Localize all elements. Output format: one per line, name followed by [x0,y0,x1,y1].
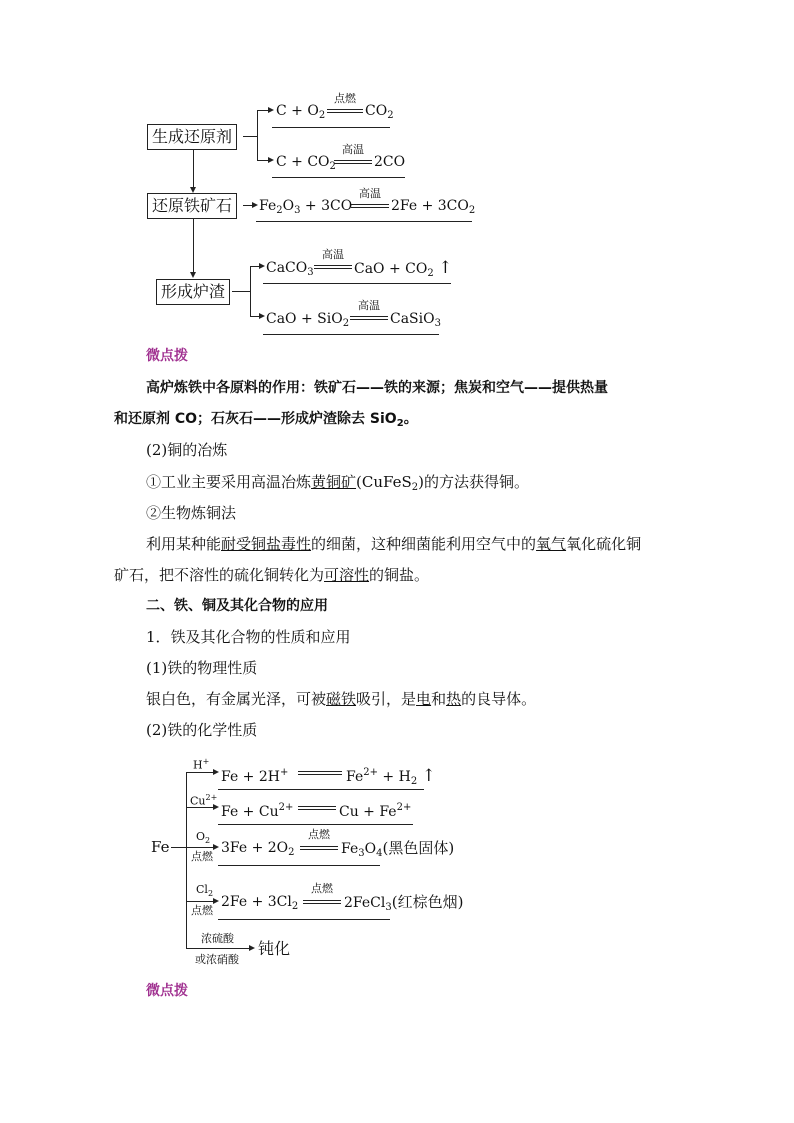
arrow-right-icon [213,769,219,775]
tip-title: 微点拨 [146,983,188,999]
arrow-right-icon [252,202,258,208]
equation-product: 2CO [374,154,406,170]
equals-sign [351,204,389,208]
connector [186,901,214,902]
connector [232,291,250,292]
equals-sign [327,109,363,113]
underline [218,919,390,920]
connector [186,772,214,773]
equation-fe-h: Fe + 2H+ [221,767,289,785]
equation-product: 2FeCl$_3$(红棕色烟) [344,893,464,913]
copper-heading: (2)铜的冶炼 [146,441,228,459]
underline [263,283,451,284]
connector [193,219,194,273]
equals-sign [300,846,338,850]
arrow-down-icon [190,187,196,193]
tip-text-line-2: 和还原剂 CO；石灰石——形成炉渣除去 SiO$_2$。 [114,411,418,429]
copper-para-line-1: 利用某种能耐受铜盐毒性的细菌，这种细菌能利用空气中的氧气氧化硫化铜 [146,535,642,553]
equals-sign [303,900,341,904]
arrow-right-icon [213,898,219,904]
reagent-conc-sulfuric: 浓硫酸 [201,932,234,945]
arrow-right-icon [268,157,274,163]
connector [193,150,194,188]
box-generate-reductant: 生成还原剂 [147,124,237,150]
condition-high-temp: 高温 [342,143,364,156]
copper-item-1: ①工业主要采用高温冶炼黄铜矿(CuFeS$_2$)的方法获得铜。 [146,473,529,493]
physical-properties-heading: (1)铁的物理性质 [146,659,258,677]
condition-ignite: 点燃 [311,882,333,895]
connector [186,948,250,949]
subsection-heading: 1．铁及其化合物的性质和应用 [146,628,351,646]
equation-fe-cu: $Fe + Cu^{2+}$ [221,802,294,820]
condition-ignite: 点燃 [334,92,356,105]
reagent-cl2: $Cl_2$ [196,883,214,899]
copper-item-2: ②生物炼铜法 [146,504,237,522]
equation-product: $2Fe + 3CO_2$ [391,198,476,216]
equals-sign [298,771,342,775]
connector [250,266,251,316]
connector [186,772,187,948]
reagent-cu: $Cu^{2+}$ [190,793,218,808]
physical-properties-text: 银白色，有金属光泽，可被磁铁吸引，是电和热的良导体。 [146,690,537,708]
underline [263,334,439,335]
reagent-h: H+ [193,757,210,772]
underline [218,789,424,790]
equation-product: CaSiO$_3$ [390,311,441,329]
arrow-right-icon [249,945,255,951]
underline [256,221,472,222]
fe-label: Fe [151,838,170,856]
equation-c-o2: $C + O_2$ [276,103,326,121]
condition-ignite: 点燃 [191,850,213,863]
underline [218,824,413,825]
equation-product: $CO_2$ [365,103,394,121]
reagent-conc-nitric: 或浓硝酸 [195,953,239,966]
box-form-slag: 形成炉渣 [156,279,230,305]
underline [272,177,405,178]
arrow-right-icon [259,313,265,319]
equals-sign [350,316,388,320]
condition-high-temp: 高温 [322,248,344,261]
equation-fe2o3-co: $Fe_2O_3 + 3CO$ [259,198,353,216]
condition-ignite: 点燃 [191,904,213,917]
equation-fe-cl2: $2Fe + 3Cl_2$ [221,894,299,912]
underline [218,865,380,866]
box-reduce-iron-ore: 还原铁矿石 [147,193,237,219]
arrow-right-icon [268,107,274,113]
chemical-properties-heading: (2)铁的化学性质 [146,721,258,739]
equation-product: $Fe_3O_4$(黑色固体) [341,839,455,859]
reagent-o2: $O_2$ [196,830,211,846]
tip-text-line-1: 高炉炼铁中各原料的作用：铁矿石——铁的来源；焦炭和空气——提供热量 [146,380,608,396]
equation-cao-sio2: CaO + SiO$_2$ [266,311,350,329]
connector [257,110,258,160]
connector [243,136,257,137]
equation-product: CaO + $CO_2$ ↑ [354,258,453,279]
passivation-result: 钝化 [258,939,291,958]
connector [171,847,186,848]
copper-para-line-2: 矿石，把不溶性的硫化铜转化为可溶性的铜盐。 [114,566,430,584]
arrow-down-icon [190,272,196,278]
equation-caco3: CaCO$_3$ [266,260,314,278]
condition-ignite: 点燃 [308,828,330,841]
underline [272,127,390,128]
arrow-right-icon [259,263,265,269]
section-heading: 二、铁、铜及其化合物的应用 [146,598,328,614]
arrow-right-icon [213,844,219,850]
equals-sign [314,265,352,269]
equation-c-co2: $C + CO_2$ [276,154,336,172]
equals-sign [298,806,336,810]
tip-title: 微点拨 [146,348,188,364]
equals-sign [334,160,372,164]
condition-high-temp: 高温 [358,299,380,312]
equation-product: $Cu + Fe^{2+}$ [339,802,412,820]
condition-high-temp: 高温 [359,187,381,200]
equation-product: $Fe^{2+} + H_2$ ↑ [346,766,436,787]
equation-fe-o2: $3Fe + 2O_2$ [221,840,295,858]
